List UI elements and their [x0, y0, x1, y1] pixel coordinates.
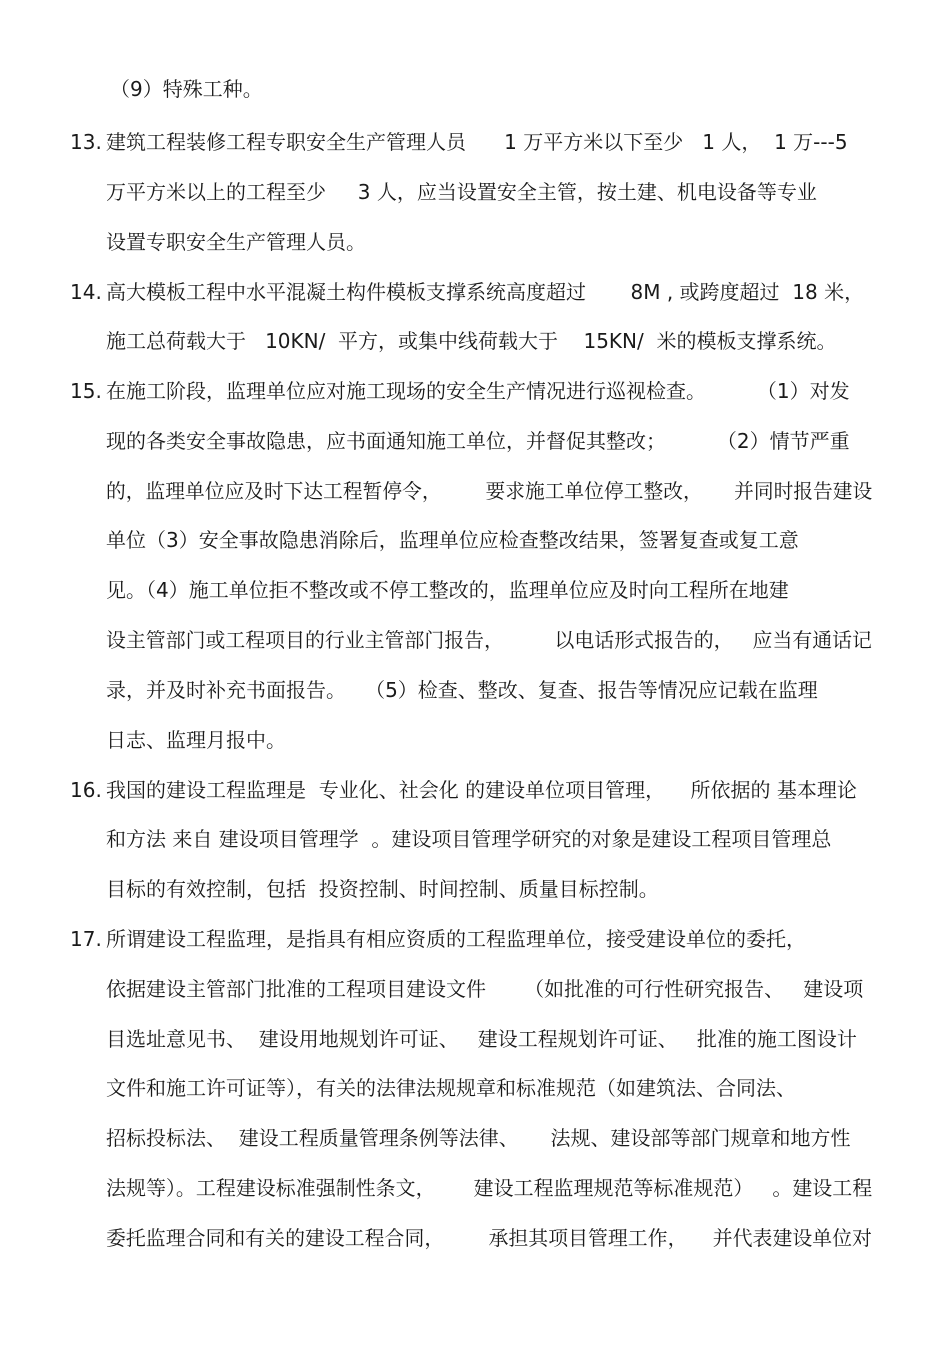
item-text-line: 单位（3）安全事故隐患消除后，监理单位应检查整改结果，签署复查或复工意: [106, 528, 799, 552]
item-text-line: 招标投标法、 建设工程质量管理条例等法律、 法规、建设部等部门规章和地方性: [106, 1126, 851, 1150]
item-text-line: 见。（4）施工单位拒不整改或不停工整改的，监理单位应及时向工程所在地建: [106, 578, 789, 602]
item-text-line: 文件和施工许可证等），有关的法律法规规章和标准规范（如建筑法、合同法、: [106, 1076, 796, 1100]
item-text-line: 高大模板工程中水平混凝土构件模板支撑系统高度超过 8M , 或跨度超过 18 米，: [106, 280, 865, 304]
item-text-line: 目标的有效控制，包括 投资控制、时间控制、质量目标控制。: [106, 877, 659, 901]
item-text-line: 目选址意见书、 建设用地规划许可证、 建设工程规划许可证、 批准的施工图设计: [106, 1027, 857, 1051]
item-text-line: 委托监理合同和有关的建设工程合同， 承担其项目管理工作， 并代表建设单位对: [106, 1226, 872, 1250]
item-number: 16.: [70, 778, 102, 802]
item-number: 14.: [70, 280, 102, 304]
item-text-line: 现的各类安全事故隐患，应书面通知施工单位，并督促其整改； （2）情节严重: [106, 429, 850, 453]
item-text-line: 的，监理单位应及时下达工程暂停令， 要求施工单位停工整改， 并同时报告建设: [106, 479, 873, 503]
item-text-line: 施工总荷载大于 10KN/ 平方，或集中线荷载大于 15KN/ 米的模板支撑系统。: [106, 329, 837, 353]
item-number: 15.: [70, 379, 102, 403]
item-text-line: 日志、监理月报中。: [106, 728, 286, 752]
item-number: 17.: [70, 927, 102, 951]
item-text-line: 设置专职安全生产管理人员。: [106, 230, 366, 254]
item-text-line: 法规等）。工程建设标准强制性条文， 建设工程监理规范等标准规范） 。建设工程: [106, 1176, 873, 1200]
item-text-line: 在施工阶段，监理单位应对施工现场的安全生产情况进行巡视检查。 （1）对发: [106, 379, 850, 403]
item-text-line: 所谓建设工程监理，是指具有相应资质的工程监理单位，接受建设单位的委托，: [106, 927, 806, 951]
item-text-line: 录，并及时补充书面报告。 （5）检查、整改、复查、报告等情况应记载在监理: [106, 678, 818, 702]
item-text-line: 建筑工程装修工程专职安全生产管理人员 1 万平方米以下至少 1 人， 1 万---5: [106, 130, 848, 154]
item-text-line: 依据建设主管部门批准的工程项目建设文件 （如批准的可行性研究报告、 建设项: [106, 977, 864, 1001]
item-text-line: 我国的建设工程监理是 专业化、社会化 的建设单位项目管理， 所依据的 基本理论: [106, 778, 857, 802]
list-item-text: （9）特殊工种。: [110, 77, 263, 101]
item-text-line: 万平方米以上的工程至少 3 人，应当设置安全主管，按土建、机电设备等专业: [106, 180, 817, 204]
item-number: 13.: [70, 130, 102, 154]
item-text-line: 和方法 来自 建设项目管理学 。建设项目管理学研究的对象是建设工程项目管理总: [106, 827, 832, 851]
item-text-line: 设主管部门或工程项目的行业主管部门报告， 以电话形式报告的， 应当有通话记: [106, 628, 872, 652]
